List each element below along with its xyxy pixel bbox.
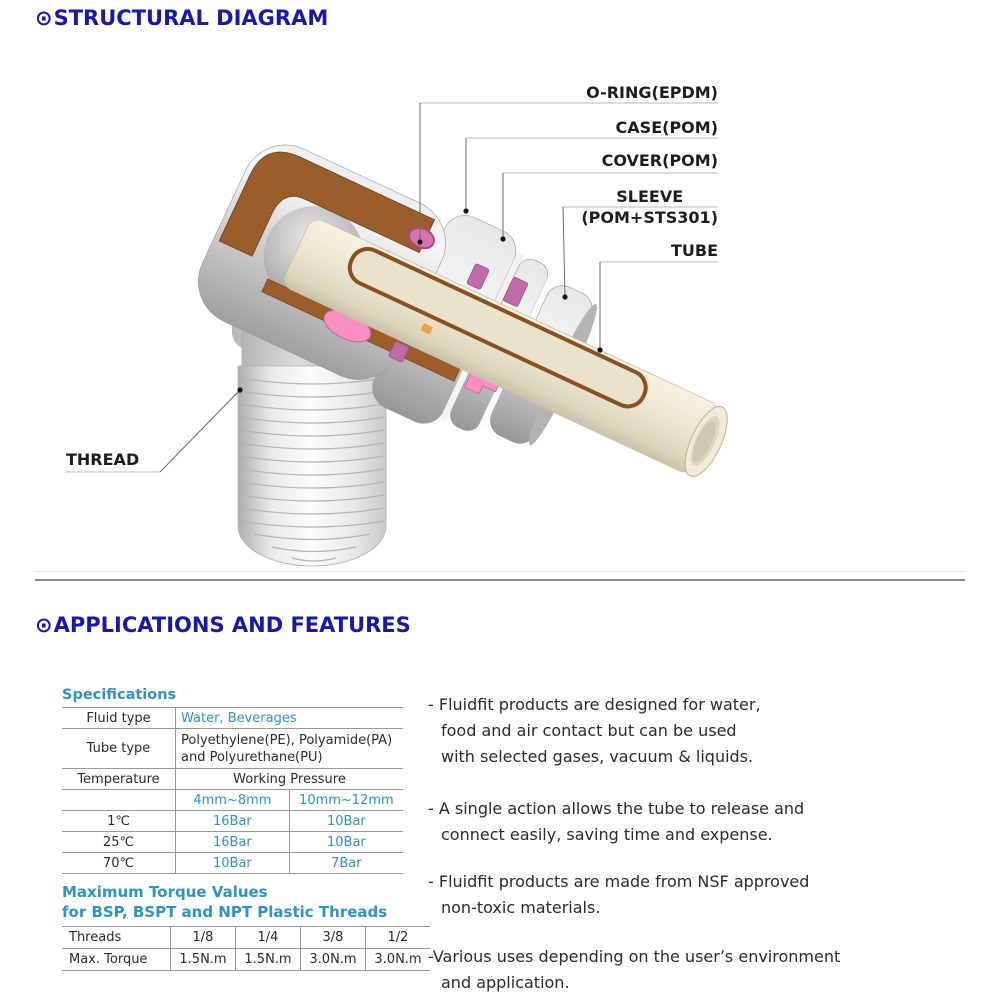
spec-pressure-small: 10Bar: [176, 853, 290, 874]
spec-pressure-large: 10Bar: [289, 832, 403, 853]
label-thread: THREAD: [66, 450, 140, 469]
feature-line: - Fluidfit products are made from NSF approved: [428, 872, 810, 891]
torque-size: 3/8: [301, 927, 366, 949]
spec-row-fluid: [62, 708, 403, 729]
torque-size: 1/4: [236, 927, 301, 949]
structural-title-text: STRUCTURAL DIAGRAM: [53, 6, 329, 30]
circled-dot-icon: ⊙: [35, 6, 53, 30]
spec-row-sizes: [62, 790, 403, 811]
applications-section-title: [35, 613, 411, 637]
spec-data-row: [62, 853, 403, 874]
feature-line: food and air contact but can be used: [441, 721, 737, 740]
torque-title-line1: Maximum Torque Values: [62, 883, 268, 901]
spec-size-col-1: 4mm~8mm: [176, 790, 290, 811]
torque-value: 3.0N.m: [301, 949, 366, 971]
feature-item: [428, 944, 973, 996]
spec-data-row: [62, 811, 403, 832]
torque-title: [62, 882, 387, 922]
specifications-table: [62, 707, 403, 874]
torque-title-line2: for BSP, BSPT and NPT Plastic Threads: [62, 903, 388, 921]
feature-line: connect easily, saving time and expense.: [441, 825, 773, 844]
label-case: CASE(POM): [615, 118, 718, 137]
spec-pressure-small: 16Bar: [176, 832, 290, 853]
label-sleeve-line1: SLEEVE: [616, 187, 684, 206]
feature-line: non-toxic materials.: [441, 898, 601, 917]
torque-size: 1/8: [171, 927, 236, 949]
spec-empty-cell: [62, 790, 176, 811]
spec-temp-value: 1℃: [62, 811, 176, 832]
circled-dot-icon: ⊙: [35, 613, 53, 637]
feature-line: - Fluidfit products are designed for water,: [428, 695, 761, 714]
applications-title-text: APPLICATIONS AND FEATURES: [53, 613, 411, 637]
feature-item: [428, 869, 973, 921]
feature-line: -Various uses depending on the user’s environment: [428, 947, 841, 966]
torque-header-row: [62, 927, 430, 949]
label-tube: TUBE: [670, 241, 718, 260]
torque-threads-label: Threads: [62, 927, 171, 949]
spec-pressure-small: 16Bar: [176, 811, 290, 832]
spec-row-temperature: [62, 769, 403, 790]
feature-item: [428, 796, 973, 848]
spec-temp-value: 25℃: [62, 832, 176, 853]
spec-temp-value: 70℃: [62, 853, 176, 874]
specifications-title: Specifications: [62, 687, 177, 703]
label-cover: COVER(POM): [601, 151, 718, 170]
spec-working-pressure-label: Working Pressure: [176, 769, 404, 790]
feature-line: with selected gases, vacuum & liquids.: [441, 747, 754, 766]
torque-value-row: [62, 949, 430, 971]
torque-max-label: Max. Torque: [62, 949, 171, 971]
spec-pressure-large: 10Bar: [289, 811, 403, 832]
spec-row-tube: [62, 729, 403, 769]
label-o-ring: O-RING(EPDM): [586, 83, 718, 102]
section-divider: [35, 579, 965, 581]
label-sleeve-line2: (POM+STS301): [581, 208, 718, 227]
feature-item: [428, 692, 973, 770]
feature-line: - A single action allows the tube to release and: [428, 799, 805, 818]
spec-pressure-large: 7Bar: [289, 853, 403, 874]
spec-size-col-2: 10mm~12mm: [289, 790, 403, 811]
spec-fluid-label: Fluid type: [62, 708, 176, 729]
spec-data-row: [62, 832, 403, 853]
label-sleeve: [581, 186, 718, 228]
torque-value: 3.0N.m: [366, 949, 431, 971]
torque-size: 1/2: [366, 927, 431, 949]
spec-fluid-value: Water, Beverages: [176, 708, 404, 729]
torque-table: [62, 926, 430, 971]
feature-line: and application.: [441, 973, 570, 992]
torque-value: 1.5N.m: [236, 949, 301, 971]
spec-tube-label: Tube type: [62, 729, 176, 769]
torque-value: 1.5N.m: [171, 949, 236, 971]
spec-tube-value: Polyethylene(PE), Polyamide(PA) and Polyurethane(PU): [176, 729, 404, 769]
section-divider-highlight: [35, 571, 965, 572]
spec-temperature-label: Temperature: [62, 769, 176, 790]
